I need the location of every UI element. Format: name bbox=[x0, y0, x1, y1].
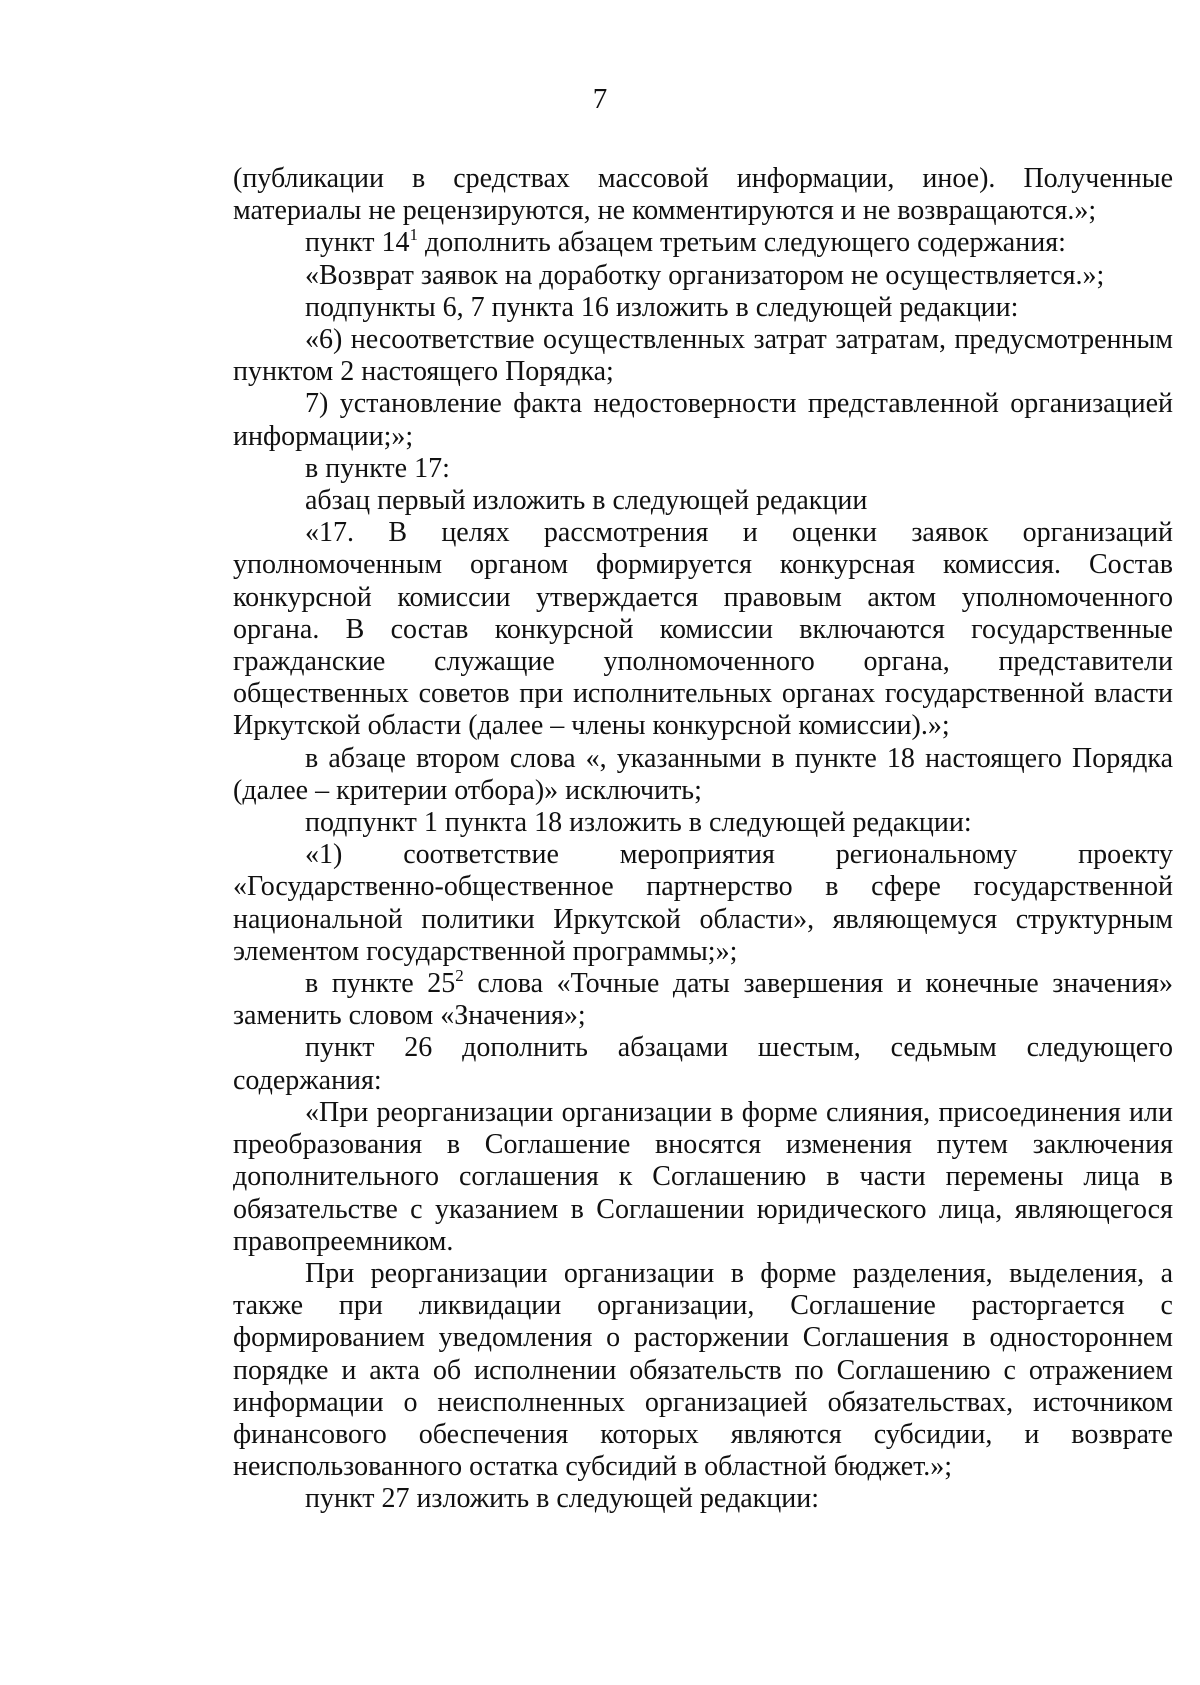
superscript: 2 bbox=[455, 966, 464, 986]
paragraph: пункт 27 изложить в следующей редакции: bbox=[305, 1483, 819, 1515]
paragraph bbox=[233, 227, 1173, 259]
paragraph: (публикации в средствах массовой информации, иное). Полученные материалы не рецензируются, не комментируются и не возвращаются.»; bbox=[233, 163, 1173, 227]
document-body bbox=[233, 163, 1173, 1516]
paragraph-text: пункт 14 bbox=[305, 227, 410, 259]
paragraph: в абзаце втором слова «, указанными в пункте 18 настоящего Порядка (далее – критерии отбора)» исключить; bbox=[233, 742, 1173, 806]
paragraph: в пункте 17: bbox=[305, 452, 450, 484]
paragraph: «17. В целях рассмотрения и оценки заявок организаций уполномоченным органом формируется конкурсная комиссия. Состав конкурсной комиссии утверждается правовым актом уполномоченного органа. В состав конкурсной комиссии включаются государственные гражданские служащие уполномоченного органа, представители общественных советов при исполнительных органах государственной власти Иркутской области (далее – члены конкурсной комиссии).»; bbox=[233, 517, 1173, 742]
paragraph: «Возврат заявок на доработку организатором не осуществляется.»; bbox=[305, 259, 1105, 291]
paragraph-text: слова «Точные даты завершения и конечные значения» заменить словом «Значения»; bbox=[233, 968, 1173, 1032]
page-number: 7 bbox=[592, 83, 608, 115]
paragraph bbox=[233, 968, 1173, 1032]
superscript: 1 bbox=[409, 225, 418, 245]
paragraph: подпункты 6, 7 пункта 16 изложить в следующей редакции: bbox=[305, 291, 1019, 323]
paragraph: При реорганизации организации в форме разделения, выделения, а также при ликвидации организации, Соглашение расторгается с формированием уведомления о расторжении Соглашения в одностороннем порядке и акта об исполнении обязательств по Соглашению с отражением информации о неисполненных организацией обязательствах, источником финансового обеспечения которых являются субсидии, и возврате неиспользованного остатка субсидий в областной бюджет.»; bbox=[233, 1257, 1173, 1483]
paragraph: подпункт 1 пункта 18 изложить в следующей редакции: bbox=[305, 807, 972, 839]
paragraph-text: в пункте 25 bbox=[305, 968, 456, 1000]
paragraph: «При реорганизации организации в форме слияния, присоединения или преобразования в Соглашение вносятся изменения путем заключения дополнительного соглашения к Соглашению в части перемены лица в обязательстве с указанием в Соглашении юридического лица, являющегося правопреемником. bbox=[233, 1096, 1173, 1257]
paragraph-text: дополнить абзацем третьим следующего содержания: bbox=[417, 227, 1066, 259]
paragraph: «6) несоответствие осуществленных затрат затратам, предусмотренным пунктом 2 настоящего Порядка; bbox=[233, 324, 1173, 388]
paragraph: пункт 26 дополнить абзацами шестым, седьмым следующего содержания: bbox=[233, 1032, 1173, 1096]
paragraph: «1) соответствие мероприятия региональному проекту «Государственно-общественное партнерство в сфере государственной национальной политики Иркутской области», являющемуся структурным элементом государственной программы;»; bbox=[233, 839, 1173, 967]
paragraph: 7) установление факта недостоверности представленной организацией информации;»; bbox=[233, 388, 1173, 452]
paragraph: абзац первый изложить в следующей редакции bbox=[305, 485, 868, 517]
